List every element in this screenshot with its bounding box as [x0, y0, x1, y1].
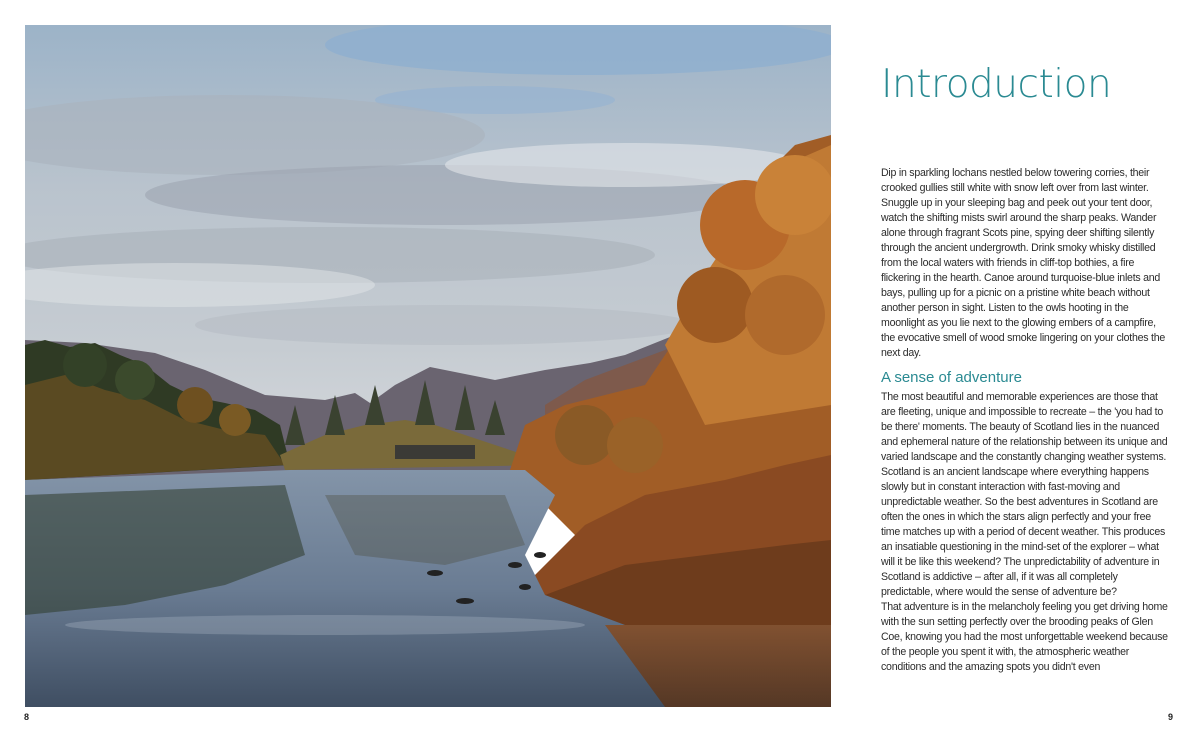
body-paragraph-1: The most beautiful and memorable experiences are those that are fleeting, unique and impossible to recreate – the 'you had to be there' moments. The beauty of Scotland lies in the nuanced and ephemeral nature of the relationship between its unique and varied landscape and the constantly changing weather systems. Scotland is an ancient landscape where everything happens slowly but in constant interaction with fast-moving and unpredictable weather. So the best adventures in Scotland are often the ones in which the stars align perfectly and your free time matches up with a period of decent weather. This produces an insatiable questioning in the mind-set of the explorer – what will it be like this weekend? The unpredictability of adventure in Scotland is addictive – after all, if it was all completely predictable, where would the sense of adventure be?: [881, 391, 1168, 598]
body-paragraph-2: That adventure is in the melancholy feeling you get driving home with the sun setting perfectly over the brooding peaks of Glen Coe, knowing you had the most unforgettable weekend because of the people you spent it with, the atmospheric weather conditions and the amazing spots you didn't even: [881, 601, 1168, 673]
section-heading: A sense of adventure: [881, 369, 1022, 386]
intro-paragraph: Dip in sparkling lochans nestled below towering corries, their crooked gullies still white with snow left over from last winter. Snuggle up in your sleeping bag and peek out your tent door, watch the shifting mists swirl around the sharp peaks. Wander alone through fragrant Scots pine, spying deer shifting silently through the ancient undergrowth. Drink smoky whisky distilled from the local waters with friends in cliff-top bothies, a fire flickering in the hearth. Canoe around turquoise-blue inlets and bays, pulling up for a picnic on a pristine white beach without another person in sight. Listen to the owls hooting in the moonlight as you lie next to the glowing embers of a campfire, the evocative smell of wood smoke lingering on your clothes the next day.: [881, 167, 1165, 359]
page-number-left: 8: [24, 712, 30, 722]
page-number-right: 9: [1168, 712, 1174, 722]
landscape-photo: [25, 25, 831, 707]
article-column: [881, 62, 1171, 675]
page-title: Introduction: [881, 62, 1112, 107]
